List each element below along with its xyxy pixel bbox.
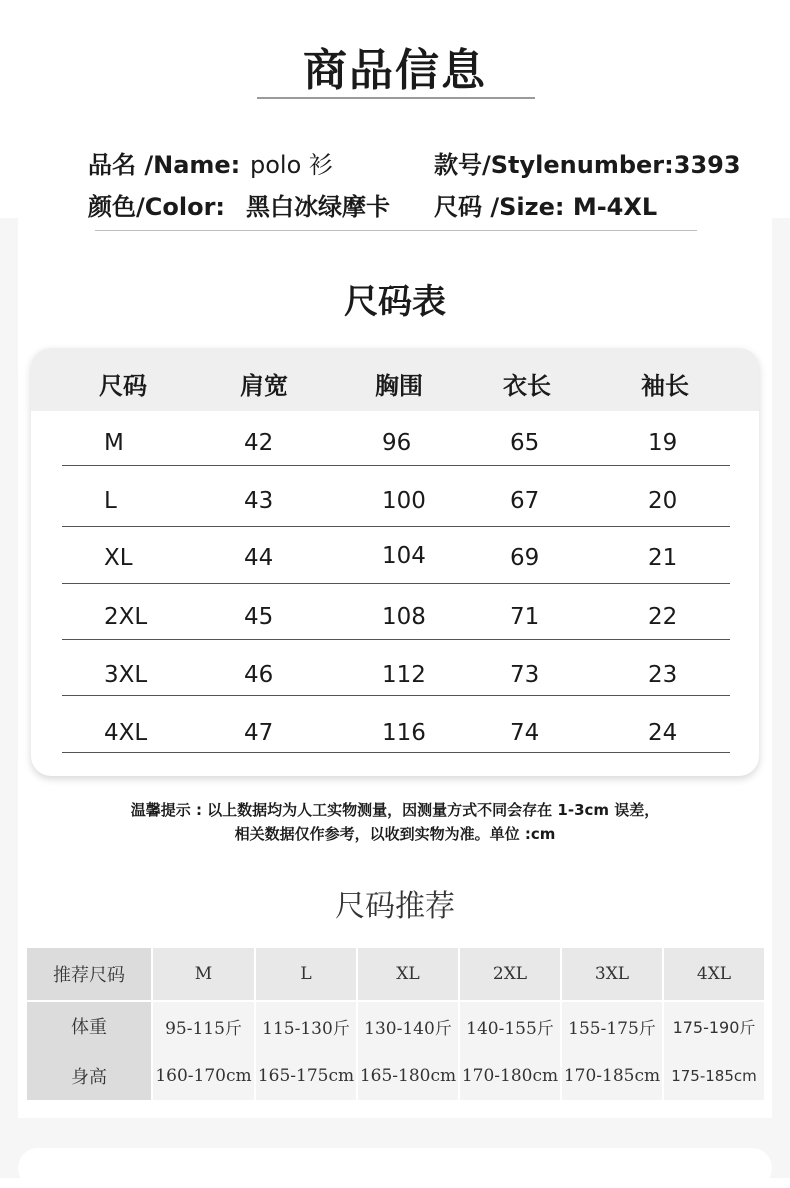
height-cell: 165-175cm <box>257 1066 355 1086</box>
measurement-note-line1: 温馨提示 : 以上数据均为人工实物测量，因测量方式不同会存在 1-3cm 误差， <box>130 801 660 819</box>
table-cell: 65 <box>510 430 540 456</box>
next-section-card <box>18 1148 772 1188</box>
table-cell: 108 <box>382 604 426 630</box>
table-cell: 19 <box>648 430 678 456</box>
row-divider <box>62 583 730 584</box>
page-title: 商品信息 <box>303 45 487 96</box>
table-cell: 46 <box>244 662 274 688</box>
height-cell: 170-185cm <box>563 1066 661 1086</box>
style-number: 款号/Stylenumber:3393 <box>434 151 741 179</box>
size-cell: XL <box>396 964 420 984</box>
row-divider <box>62 752 730 753</box>
table-cell: 2XL <box>104 604 148 630</box>
table-cell: 22 <box>648 604 678 630</box>
table-cell: 116 <box>382 720 426 746</box>
title-underline <box>257 97 535 99</box>
table-cell: 74 <box>510 720 540 746</box>
size-recommendation-title: 尺码推荐 <box>335 889 455 924</box>
height-label: 身高 <box>71 1067 107 1088</box>
size-range: 尺码 /Size: M-4XL <box>434 193 658 221</box>
table-cell: 71 <box>510 604 540 630</box>
table-cell: 47 <box>244 720 274 746</box>
table-cell: 67 <box>510 488 540 514</box>
row-divider <box>62 526 730 527</box>
table-cell: 20 <box>648 488 678 514</box>
table-cell: 96 <box>382 430 412 456</box>
product-name-value: polo 衫 <box>250 151 333 179</box>
table-cell: 73 <box>510 662 540 688</box>
table-cell: 100 <box>382 488 426 514</box>
size-cell: 4XL <box>696 964 732 984</box>
table-cell: 21 <box>648 545 678 571</box>
weight-cell: 95-115斤 <box>165 1018 242 1039</box>
weight-cell: 175-190斤 <box>672 1017 756 1037</box>
table-cell: XL <box>104 545 133 571</box>
row-divider <box>62 695 730 696</box>
table-cell: 43 <box>244 488 274 514</box>
table-cell: 44 <box>244 545 274 571</box>
height-cell: 165-180cm <box>359 1066 457 1086</box>
table-cell: 104 <box>382 543 426 569</box>
table-cell: 3XL <box>104 662 148 688</box>
measurement-note-line2: 相关数据仅作参考，以收到实物为准。单位 :cm <box>234 825 556 843</box>
table-cell: 42 <box>244 430 274 456</box>
size-cell: L <box>300 964 312 984</box>
table-cell: 69 <box>510 545 540 571</box>
product-name-label: 品名 /Name: <box>88 151 241 179</box>
size-cell: 2XL <box>492 964 528 984</box>
table-cell: 112 <box>382 662 426 688</box>
table-cell: M <box>104 430 124 456</box>
size-chart-header-row <box>31 348 759 411</box>
weight-cell: 155-175斤 <box>568 1018 656 1039</box>
weight-cell: 115-130斤 <box>262 1018 350 1039</box>
header-chest: 胸围 <box>375 372 423 400</box>
size-cell: 3XL <box>594 964 630 984</box>
row-divider <box>62 639 730 640</box>
recommended-size-label: 推荐尺码 <box>53 965 125 986</box>
color-value: 黑白冰绿摩卡 <box>246 193 390 221</box>
size-recommendation-table <box>27 948 764 1100</box>
header-shoulder: 肩宽 <box>240 372 288 400</box>
header-sleeve: 袖长 <box>641 372 689 400</box>
size-chart-title: 尺码表 <box>344 282 446 322</box>
size-cell: M <box>194 964 213 984</box>
size-chart-table <box>31 348 759 776</box>
table-cell: 45 <box>244 604 274 630</box>
header-length: 衣长 <box>503 372 551 400</box>
weight-cell: 140-155斤 <box>466 1018 554 1039</box>
table-cell: 23 <box>648 662 678 688</box>
header-size: 尺码 <box>99 372 147 400</box>
weight-cell: 130-140斤 <box>364 1018 452 1039</box>
row-divider <box>62 465 730 466</box>
table-cell: 4XL <box>104 720 148 746</box>
table-cell: 24 <box>648 720 678 746</box>
info-divider <box>95 230 697 231</box>
color-label: 颜色/Color: <box>88 193 226 221</box>
height-cell: 175-185cm <box>671 1067 757 1085</box>
height-cell: 170-180cm <box>461 1066 559 1086</box>
height-cell: 160-170cm <box>155 1066 252 1086</box>
table-cell: L <box>104 488 117 514</box>
weight-label: 体重 <box>71 1017 107 1038</box>
